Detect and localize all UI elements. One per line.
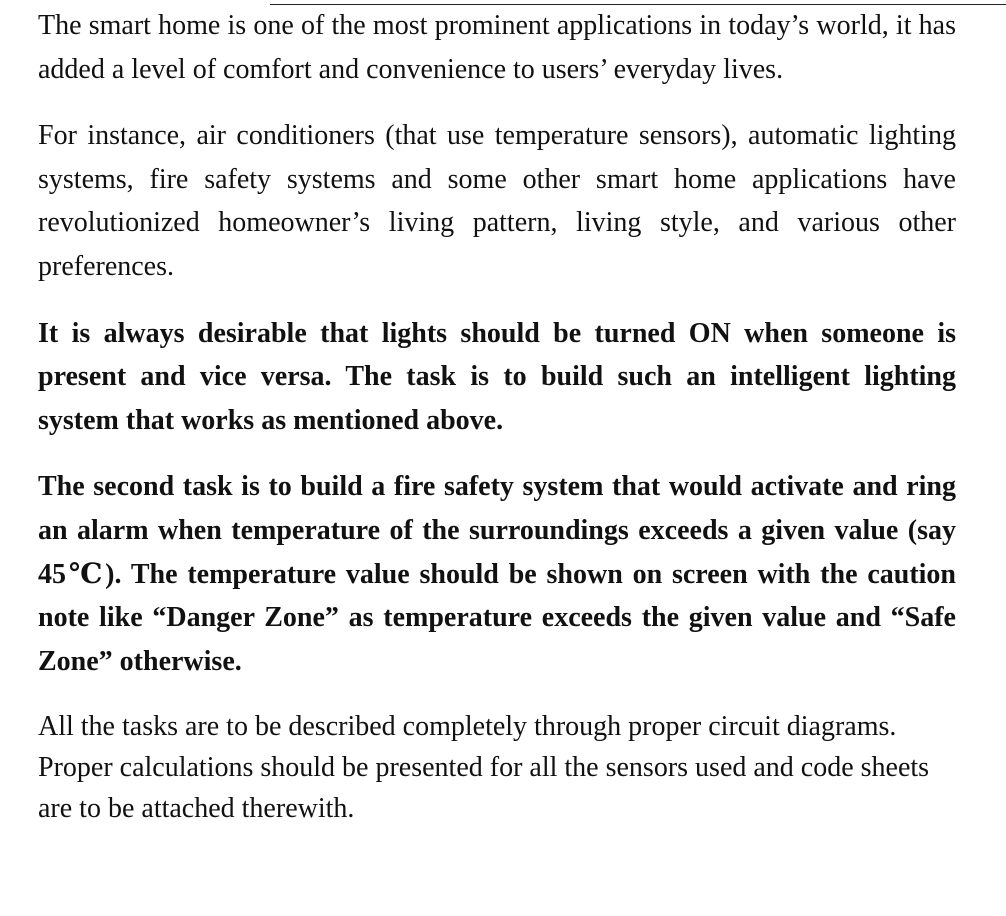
document-body <box>38 4 956 829</box>
paragraph-smart-home-examples: For instance, air conditioners (that use temperature sensors), automatic lighting systems, fire safety systems and some other smart home applications have revolutionized homeowner’s living pattern, living style, and various other preferences. <box>38 120 956 282</box>
paragraph-lighting-task: It is always desirable that lights should be turned ON when someone is present and vice versa. The task is to build such an intelligent lighting system that works as mentioned above. <box>38 317 956 436</box>
paragraph-fire-safety-task: The second task is to build a fire safety system that would activate and ring an alarm when temperature of the surroundings exceeds a given value (say 45℃). The temperature value should be shown on screen with the caution note like “Danger Zone” as temperature exceeds the given value and “Safe Zone” otherwise. <box>38 471 956 677</box>
paragraph-smart-home-intro: The smart home is one of the most prominent applications in today’s world, it has added a level of comfort and convenience to users’ everyday lives. <box>38 10 956 85</box>
paragraph-deliverables: All the tasks are to be described completely through proper circuit diagrams. Proper calculations should be presented for all the sensors used and code sheets are to be attached therewith. <box>38 711 930 825</box>
